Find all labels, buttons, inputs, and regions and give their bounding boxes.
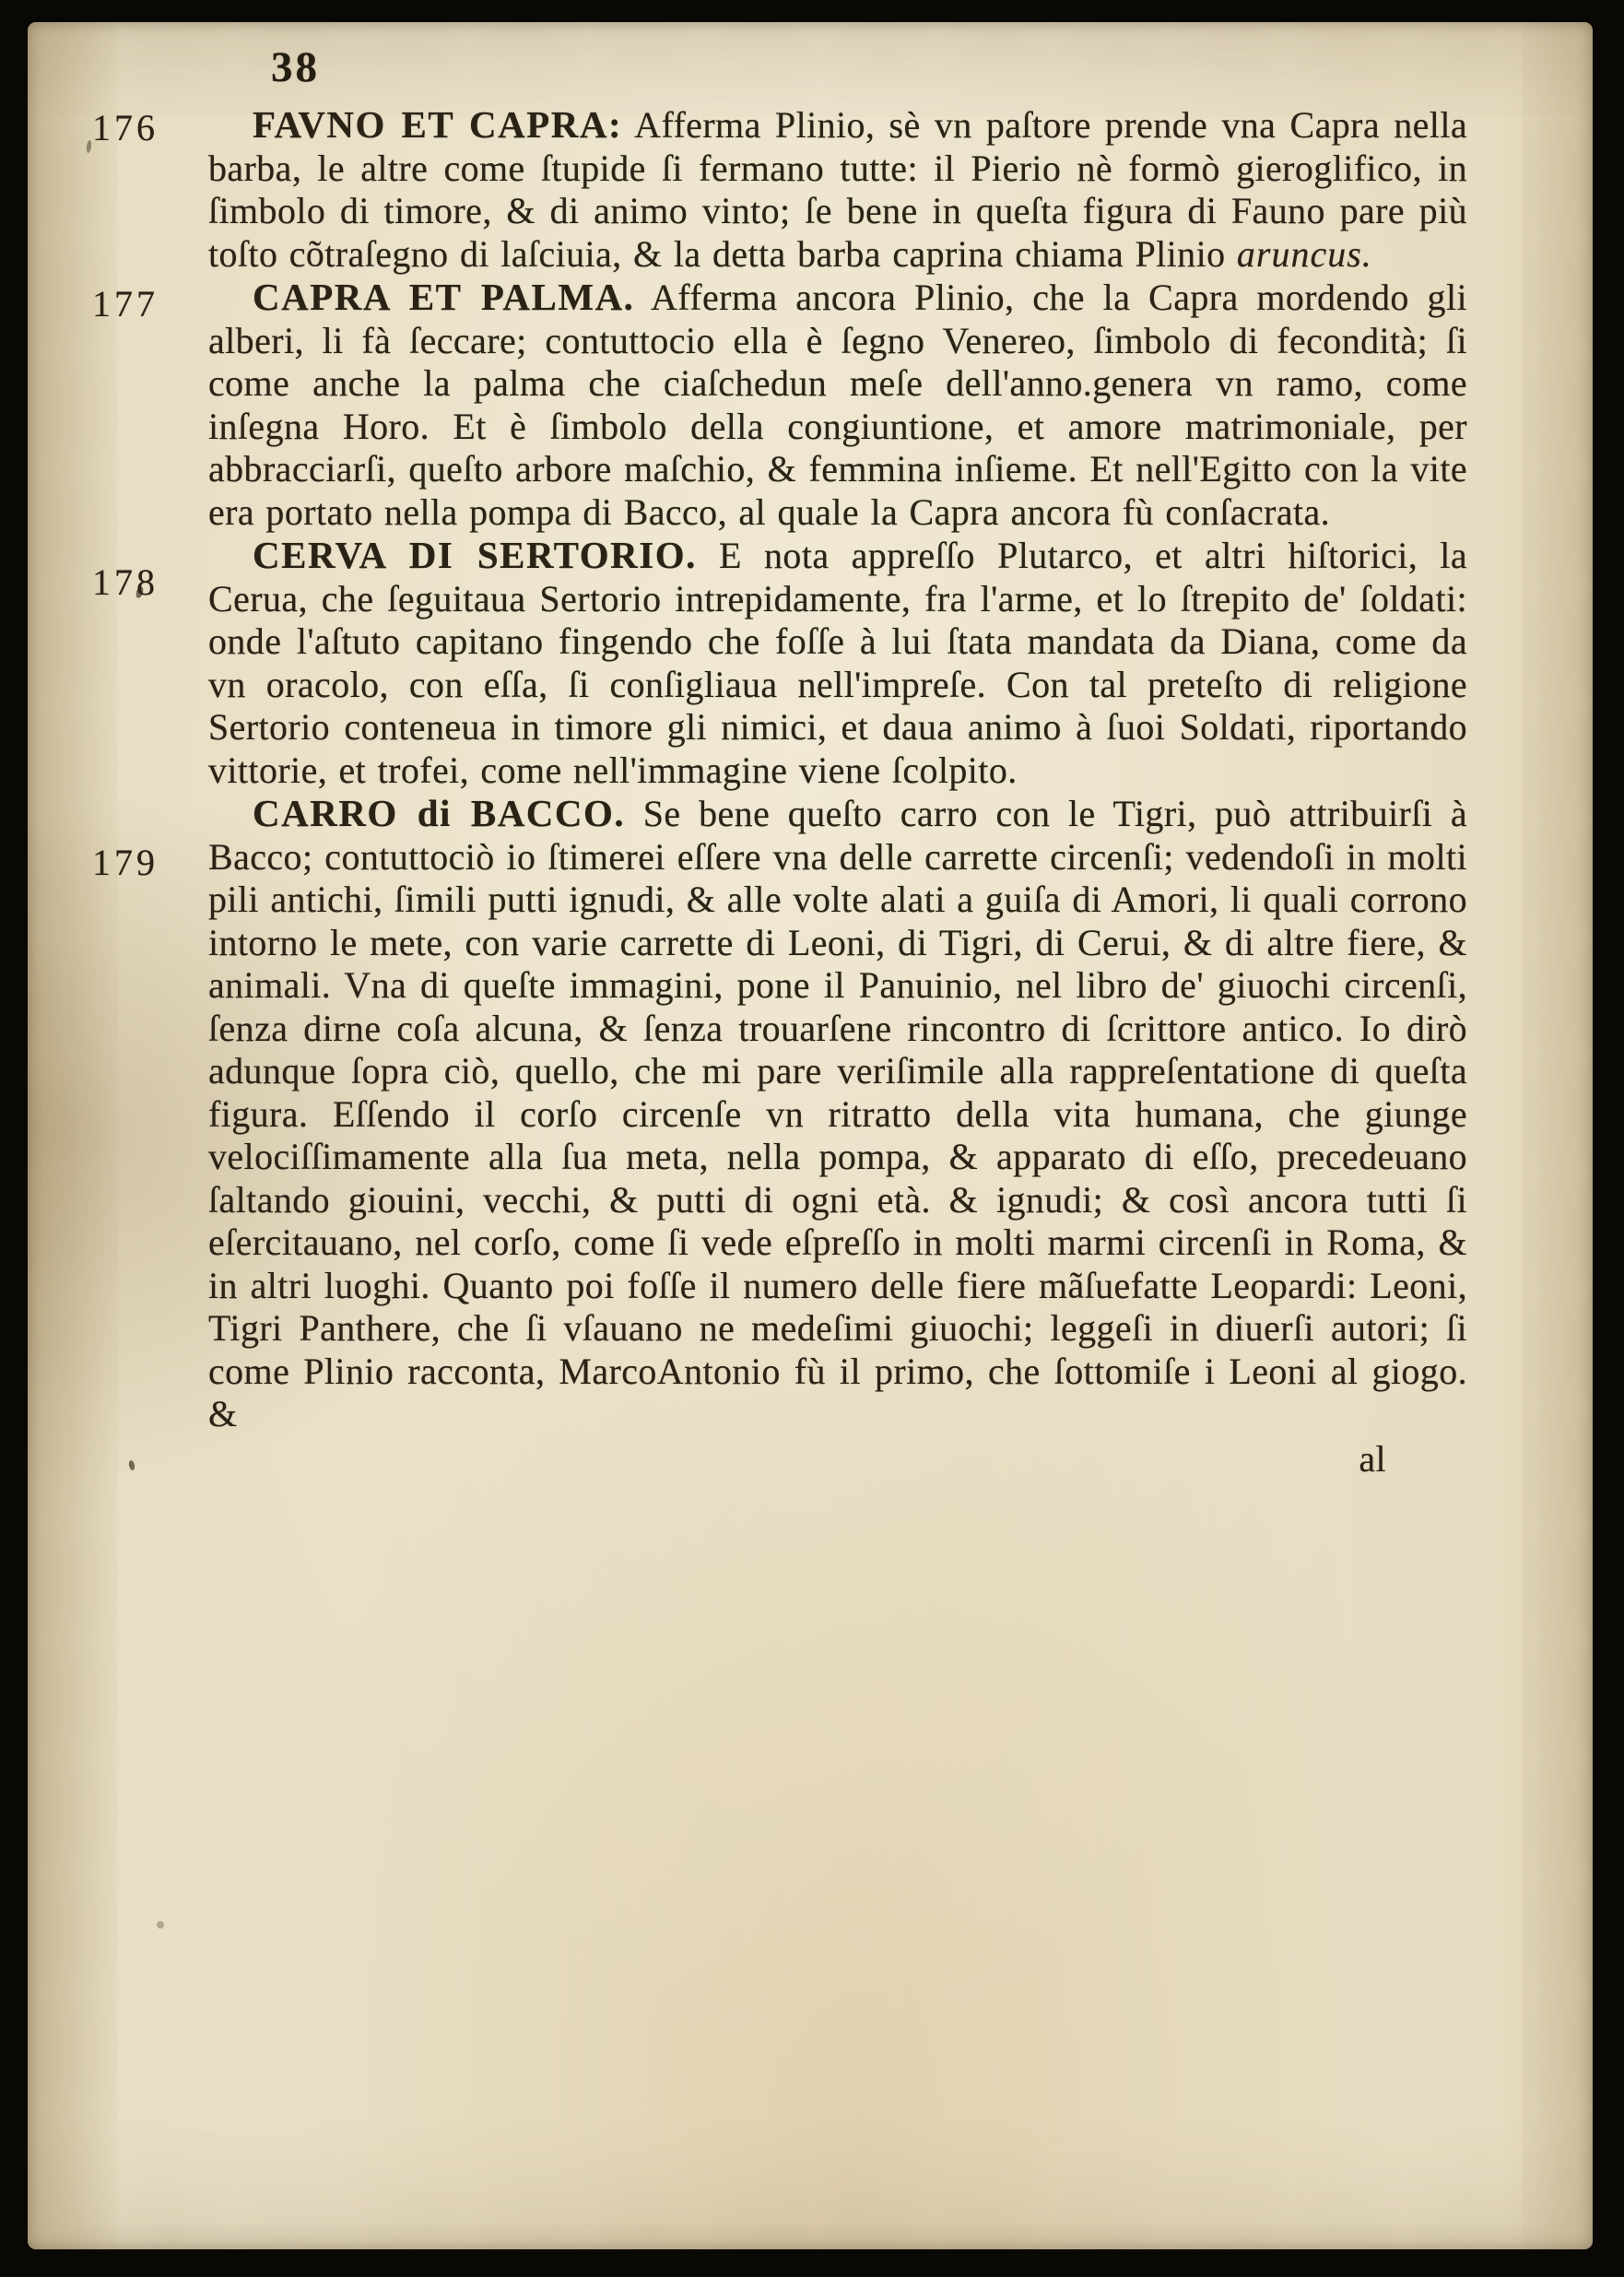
entry-paragraph (92, 792, 1467, 1436)
entry-margin-number: 176 (92, 107, 159, 148)
entry-paragraph (92, 103, 1467, 276)
entry-paragraph (92, 534, 1467, 792)
book-page (28, 22, 1593, 2249)
folio-number: 38 (271, 43, 320, 91)
entry-heading: CERVA DI SERTORIO. (253, 534, 697, 576)
entry-text: Afferma ancora Plinio, che la Capra mordendo gli alberi, li fà ſeccare; contuttocio ella è ſegno Venereo, ſimbolo di fecondità; ſi come anche la palma che ciaſchedun meſe dell'anno.genera vn ramo, come inſegna Horo. Et è ſimbolo della congiuntione, et amore matrimoniale, per abbracciarſi, queſto arbore maſchio, & femmina inſieme. Et nell'Egitto con la vite era portato nella pompa di Bacco, al quale la Capra ancora fù conſacrata. (208, 277, 1467, 533)
entry-heading: FAVNO ET CAPRA: (253, 103, 623, 146)
entry-heading: CARRO di BACCO. (253, 792, 626, 834)
entry-paragraph (92, 276, 1467, 534)
ink-speck (86, 140, 92, 154)
entry-text: Se bene queſto carro con le Tigri, può attribuirſi à Bacco; contuttociò io ſtimerei eſſere vna delle carrette circenſi; vedendoſi in molti pili antichi, ſimili putti ignudi, & alle volte alati a guiſa di Amori, li quali corrono intorno le mete, con varie carrette di Leoni, di Tigri, di Cerui, & di altre fiere, & animali. Vna di queſte immagini, pone il Panuinio, nel libro de' giuochi circenſi, ſenza dirne coſa alcuna, & ſenza trouarſene rincontro di ſcrittore antico. Io dirò adunque ſopra ciò, quello, che mi pare veriſimile alla rappreſentatione di queſta figura. Eſſendo il corſo circenſe vn ritratto della vita humana, che giunge velociſſimamente alla ſua meta, nella pompa, & apparato di eſſo, precedeuano ſaltando giouini, vecchi, & putti di ogni età. & ignudi; & così ancora tutti ſi eſercitauano, nel corſo, come ſi vede eſpreſſo in molti marmi circenſi in Roma, & in altri luoghi. Quanto poi foſſe il numero delle fiere mãſuefatte Leopardi: Leoni, Tigri Panthere, che ſi vſauano ne medeſimi giuochi; leggeſi in diuerſi autori; ſi come Plinio racconta, MarcoAntonio fù il primo, che ſottomiſe i Leoni al giogo. & (208, 793, 1467, 1434)
catchword: al (1359, 1437, 1386, 1480)
entry-margin-number: 177 (92, 283, 159, 324)
entry-heading: CAPRA ET PALMA. (253, 276, 635, 318)
entry-text: Afferma Plinio, sè vn paſtore prende vna Capra nella barba, le altre come ſtupide ſi fermano tutte: il Pierio nè formò gieroglifico, in ſimbolo di timore, & di animo vinto; ſe bene in queſta figura di Fauno pare più toſto cõtraſegno di laſciuia, & la detta barba caprina chiama Plinio (208, 104, 1467, 275)
entry-margin-number: 179 (92, 842, 159, 883)
entry-text: E nota appreſſo Plutarco, et altri hiſtorici, la Cerua, che ſeguitaua Sertorio intrepidamente, fra l'arme, et lo ſtrepito de' ſoldati: onde l'aſtuto capitano fingendo che foſſe à lui ſtata mandata da Diana, come da vn oracolo, con eſſa, ſi conſigliaua nell'impreſe. Con tal preteſto di religione Sertorio conteneua in timore gli nimici, et daua animo à ſuoi Soldati, riportando vittorie, et trofei, come nell'immagine viene ſcolpito. (208, 535, 1467, 791)
ink-speck (157, 1921, 164, 1929)
entry-italic-word: aruncus. (1236, 232, 1372, 275)
ink-speck (128, 1459, 135, 1470)
entry-margin-number: 178 (92, 561, 159, 603)
text-block (92, 103, 1467, 1481)
